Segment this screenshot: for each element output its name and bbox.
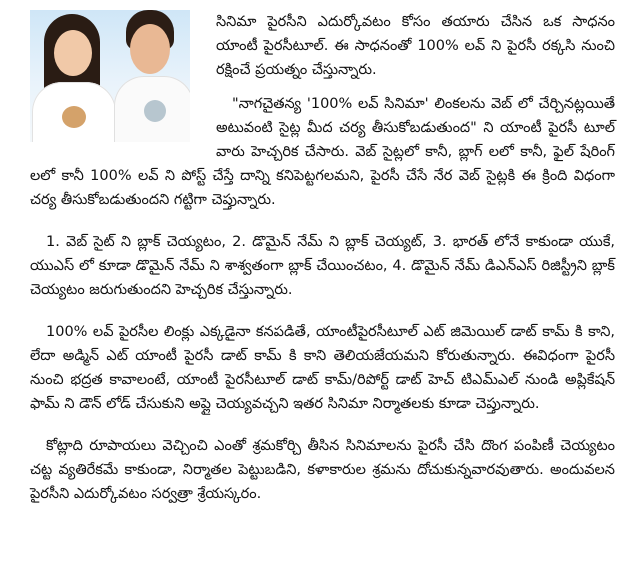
photo-shirt-print-right bbox=[144, 100, 166, 122]
photo-figure-face-right bbox=[130, 24, 170, 74]
photo-figure-face-left bbox=[54, 30, 92, 76]
article-paragraph-report: 100% లవ్ పైరసీల లింక్లు ఎక్కడైనా కనపడితే, యాంటీపైరసీటూల్ ఎట్ జిమెయిల్ డాట్ కామ్ కి కాని, లేదా అడ్మిన్ ఎట్ యాంటీ పైరసీ డాట్ కామ్ కి కాని తెలియజేయమని కోరుతున్నారు. ఈవిధంగా పైరసీ నుంచి భద్రత కావాలంటే, యాంటీ పైరసీటూల్ డాట్ కామ్/రిపోర్ట్ డాట్ హెచ్ టిఎమ్ఎల్ నుండి అప్లికేషన్ ఫామ్ ని డౌన్ లోడ్ చేసుకుని అప్లై చెయ్యవచ్చని ఇతర సినిమా నిర్మాతలకు కూడా చెప్తున్నారు. bbox=[30, 324, 615, 412]
article-paragraph-intro: సినిమా పైరసీని ఎదుర్కోవటం కోసం తయారు చేసిన ఒక సాధనం యాంటీ పైరసీటూల్. ఈ సాధనంతో 100% లవ్ ని పైరసీ రక్కసి నుంచి రక్షించే ప్రయత్నం చేస్తున్నారు. bbox=[216, 14, 615, 78]
photo-shirt-print-left bbox=[62, 106, 86, 128]
article-photo bbox=[30, 10, 190, 142]
article-paragraph-warning: "నాగచైతన్య '100% లవ్ సినిమా' లింకలను వెబ్ లో చేర్చినట్లయితే అటువంటి సైట్ల మీద చర్య తీసుకోబడుతుంద" ని యాంటీ పైరసీ టూల్ వారు హెచ్చరిక చేసారు. వెబ్ సైట్లలో కానీ, బ్లాగ్ లలో కానీ, ఫైల్ షేరింగ్ లలో కానీ 100% లవ్ ని పోస్ట్ చేస్తే దాన్ని కనిపెట్టగలమని, పైరసీ చేసే నేర వెబ్ సైట్లకి ఈ క్రింది విధంగా చర్య తీసుకోబడుతుందని గట్టిగా చెప్తున్నారు. bbox=[30, 96, 615, 208]
article-paragraph-conclusion: కోట్లాది రూపాయలు వెచ్చించి ఎంతో శ్రమకోర్చి తీసిన సినిమాలను పైరసీ చేసి దొంగ పంపిణీ చెయ్యటం చట్ట వ్యతిరేకమే కాకుండా, నిర్మాతల పెట్టుబడిని, కళాకారుల శ్రమను దోచుకున్నవారవుతారు. అందువలన పైరసీని ఎదుర్కోవటం సర్వత్రా శ్రేయస్కరం. bbox=[30, 438, 615, 502]
article-paragraph-actions: 1. వెబ్ సైట్ ని బ్లాక్ చెయ్యటం, 2. డొమైన్ నేమ్ ని బ్లాక్ చెయ్యట్, 3. భారత్ లోనే కాకుండా యుకే, యుఎస్ లో కూడా డొమైన్ నేమ్ ని శాశ్వతంగా బ్లాక్ చేయించటం, 4. డొమైన్ నేమ్ డిఎన్ఎస్ రిజిస్ట్రీని బ్లాక్ చెయ్యటం జరుగుతుందని హెచ్చరిక చేస్తున్నారు. bbox=[30, 234, 615, 298]
